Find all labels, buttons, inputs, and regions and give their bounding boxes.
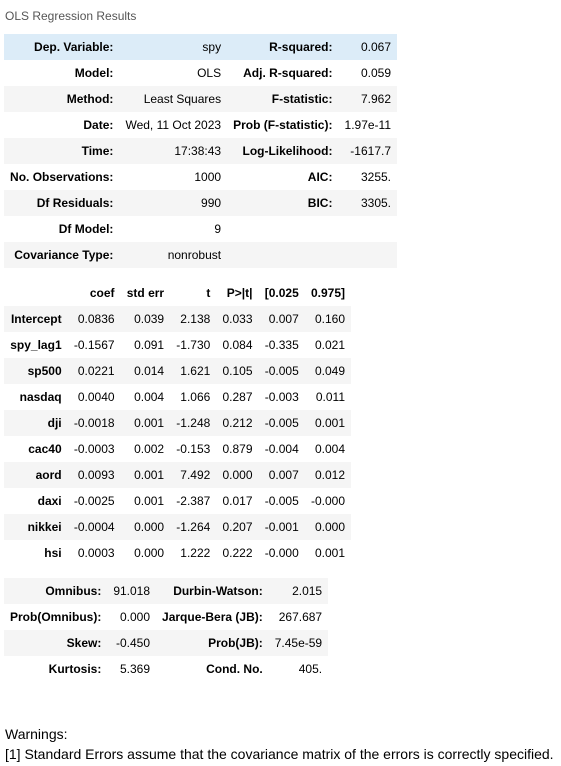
table-cell: -1.730 bbox=[176, 338, 211, 352]
variable-name: nikkei bbox=[4, 514, 68, 540]
table-cell: 0.001 bbox=[314, 546, 345, 560]
diagnostic-label: Jarque-Bera (JB): bbox=[162, 610, 263, 624]
table-row bbox=[4, 190, 397, 216]
table-row bbox=[4, 514, 351, 540]
table-cell: 2.138 bbox=[170, 306, 216, 332]
table-cell: 0.0040 bbox=[77, 390, 115, 404]
table-cell: -1.248 bbox=[170, 410, 216, 436]
summary-value: 3255. bbox=[360, 170, 391, 184]
table-row bbox=[4, 306, 351, 332]
table-cell: 0.105 bbox=[216, 358, 258, 384]
table-cell: -0.000 bbox=[310, 494, 345, 508]
table-row bbox=[4, 112, 397, 138]
summary-value: 0.059 bbox=[360, 66, 391, 80]
diagnostic-label: Prob(JB): bbox=[156, 630, 269, 656]
summary-value: Wed, 11 Oct 2023 bbox=[125, 118, 222, 132]
diagnostic-label: Cond. No. bbox=[206, 662, 263, 676]
table-cell: 0.207 bbox=[216, 514, 258, 540]
variable-name: aord bbox=[4, 462, 68, 488]
table-row bbox=[4, 436, 351, 462]
summary-label: Method: bbox=[4, 86, 119, 112]
summary-label: Time: bbox=[4, 138, 119, 164]
table-cell: 0.222 bbox=[222, 546, 253, 560]
table-cell: 1.066 bbox=[180, 390, 211, 404]
coefficients-table bbox=[4, 280, 351, 566]
summary-value bbox=[338, 242, 397, 268]
table-cell: 0.004 bbox=[314, 442, 345, 456]
warnings-section bbox=[5, 724, 554, 764]
diagnostic-value: 5.369 bbox=[120, 662, 151, 676]
table-cell: 0.084 bbox=[222, 338, 253, 352]
summary-label: R-squared: bbox=[227, 34, 338, 60]
diagnostic-label: Prob(Omnibus): bbox=[10, 610, 102, 624]
table-cell: 0.160 bbox=[305, 306, 351, 332]
warnings-title: Warnings: bbox=[5, 726, 68, 742]
table-cell: -0.004 bbox=[264, 442, 299, 456]
table-cell: -1.264 bbox=[170, 514, 216, 540]
table-cell: -0.0025 bbox=[73, 494, 115, 508]
variable-name: hsi bbox=[44, 546, 62, 560]
table-cell: 0.001 bbox=[121, 462, 171, 488]
summary-label: Adj. R-squared: bbox=[243, 66, 333, 80]
table-cell: 0.0003 bbox=[77, 546, 115, 560]
table-caption: OLS Regression Results bbox=[5, 9, 137, 23]
diagnostic-value: 91.018 bbox=[107, 578, 156, 604]
variable-name: dji bbox=[4, 410, 68, 436]
warning-item: [1] Standard Errors assume that the covariance matrix of the errors is correctly specified. bbox=[5, 746, 554, 762]
table-cell: -0.005 bbox=[259, 358, 305, 384]
table-cell: 0.879 bbox=[222, 442, 253, 456]
summary-label: F-statistic: bbox=[227, 86, 338, 112]
summary-value: 0.067 bbox=[338, 34, 397, 60]
table-cell: 0.004 bbox=[134, 390, 165, 404]
variable-name: daxi bbox=[37, 494, 62, 508]
table-row bbox=[4, 578, 328, 604]
diagnostic-label: Kurtosis: bbox=[48, 662, 102, 676]
table-row bbox=[4, 384, 351, 410]
table-cell: 0.033 bbox=[216, 306, 258, 332]
table-row bbox=[4, 164, 397, 190]
table-cell: 0.011 bbox=[315, 390, 345, 404]
variable-name: spy_lag1 bbox=[10, 338, 62, 352]
summary-value: -1617.7 bbox=[338, 138, 397, 164]
summary-value: 7.962 bbox=[338, 86, 397, 112]
summary-label: Model: bbox=[74, 66, 114, 80]
summary-label: Df Residuals: bbox=[4, 190, 119, 216]
table-cell: 0.0093 bbox=[68, 462, 121, 488]
table-cell: 1.621 bbox=[170, 358, 216, 384]
variable-name: cac40 bbox=[28, 442, 62, 456]
table-cell: 0.007 bbox=[259, 306, 305, 332]
summary-label: Dep. Variable: bbox=[4, 34, 119, 60]
summary-label: AIC: bbox=[307, 170, 333, 184]
table-row[interactable] bbox=[4, 34, 397, 60]
table-cell: 0.007 bbox=[259, 462, 305, 488]
table-cell: 0.001 bbox=[134, 494, 165, 508]
diagnostic-value: 267.687 bbox=[278, 610, 323, 624]
variable-name: nasdaq bbox=[19, 390, 62, 404]
column-header: P>|t| bbox=[226, 286, 253, 300]
table-cell: -0.0004 bbox=[68, 514, 121, 540]
summary-value: 1.97e-11 bbox=[344, 118, 391, 132]
column-header: [0.025 bbox=[264, 286, 299, 300]
table-cell: 0.039 bbox=[121, 306, 171, 332]
summary-value: 1000 bbox=[194, 170, 222, 184]
table-cell: 0.001 bbox=[305, 410, 351, 436]
table-row bbox=[4, 488, 351, 514]
table-cell: 0.091 bbox=[134, 338, 165, 352]
summary-label: No. Observations: bbox=[10, 170, 114, 184]
table-cell: -0.003 bbox=[264, 390, 299, 404]
table-cell: -2.387 bbox=[176, 494, 211, 508]
table-cell: 0.000 bbox=[134, 546, 165, 560]
table-cell: 0.212 bbox=[216, 410, 258, 436]
summary-value: OLS bbox=[197, 66, 222, 80]
table-cell: 0.000 bbox=[121, 514, 171, 540]
table-cell: -0.005 bbox=[264, 494, 299, 508]
diagnostics-table bbox=[4, 578, 328, 682]
diagnostic-label: Durbin-Watson: bbox=[156, 578, 269, 604]
table-cell: -0.001 bbox=[259, 514, 305, 540]
diagnostic-value: -0.450 bbox=[107, 630, 156, 656]
table-cell: 0.002 bbox=[134, 442, 165, 456]
table-row bbox=[4, 604, 328, 630]
table-row bbox=[4, 656, 328, 682]
table-row bbox=[4, 540, 351, 566]
column-header: coef bbox=[89, 286, 115, 300]
table-row bbox=[4, 86, 397, 112]
diagnostic-value: 7.45e-59 bbox=[269, 630, 328, 656]
table-row bbox=[4, 410, 351, 436]
diagnostic-value: 2.015 bbox=[269, 578, 328, 604]
summary-label: BIC: bbox=[227, 190, 338, 216]
table-cell: 0.0836 bbox=[68, 306, 121, 332]
table-cell: 0.012 bbox=[305, 462, 351, 488]
summary-label: Log-Likelihood: bbox=[227, 138, 338, 164]
summary-label: Date: bbox=[83, 118, 114, 132]
diagnostic-value: 0.000 bbox=[120, 610, 151, 624]
table-cell: -0.000 bbox=[264, 546, 299, 560]
column-header bbox=[4, 280, 68, 306]
summary-label bbox=[227, 216, 338, 242]
summary-value: 3305. bbox=[338, 190, 397, 216]
diagnostic-label: Skew: bbox=[4, 630, 107, 656]
variable-name: sp500 bbox=[4, 358, 68, 384]
table-cell: -0.0018 bbox=[68, 410, 121, 436]
summary-value bbox=[338, 216, 397, 242]
table-cell: 7.492 bbox=[170, 462, 216, 488]
table-cell: 0.021 bbox=[314, 338, 345, 352]
table-cell: 0.000 bbox=[305, 514, 351, 540]
diagnostic-value: 405. bbox=[298, 662, 323, 676]
summary-label: Prob (F-statistic): bbox=[233, 118, 333, 132]
diagnostic-label: Omnibus: bbox=[4, 578, 107, 604]
summary-table bbox=[4, 34, 397, 268]
table-row bbox=[4, 242, 397, 268]
table-cell: 0.014 bbox=[121, 358, 171, 384]
table-row bbox=[4, 358, 351, 384]
summary-value: 9 bbox=[214, 222, 222, 236]
table-row bbox=[4, 462, 351, 488]
variable-name: Intercept bbox=[4, 306, 68, 332]
table-cell: -0.1567 bbox=[73, 338, 115, 352]
table-row bbox=[4, 216, 397, 242]
table-row bbox=[4, 332, 351, 358]
summary-value: nonrobust bbox=[119, 242, 227, 268]
summary-label bbox=[227, 242, 338, 268]
column-header: 0.975] bbox=[310, 286, 345, 300]
table-row bbox=[4, 138, 397, 164]
table-row bbox=[4, 60, 397, 86]
summary-label: Df Model: bbox=[58, 222, 114, 236]
table-cell: 0.017 bbox=[222, 494, 253, 508]
table-cell: 1.222 bbox=[180, 546, 211, 560]
table-row bbox=[4, 630, 328, 656]
table-cell: 0.000 bbox=[216, 462, 258, 488]
summary-value: spy bbox=[119, 34, 227, 60]
table-cell: -0.153 bbox=[176, 442, 211, 456]
table-cell: -0.005 bbox=[259, 410, 305, 436]
summary-label: Covariance Type: bbox=[4, 242, 119, 268]
table-cell: 0.287 bbox=[222, 390, 253, 404]
table-cell: -0.335 bbox=[264, 338, 299, 352]
summary-value: Least Squares bbox=[119, 86, 227, 112]
column-header: t bbox=[206, 286, 211, 300]
table-header-row bbox=[4, 280, 351, 306]
table-cell: 0.0221 bbox=[68, 358, 121, 384]
table-cell: -0.0003 bbox=[73, 442, 115, 456]
summary-value: 17:38:43 bbox=[119, 138, 227, 164]
summary-value: 990 bbox=[119, 190, 227, 216]
table-cell: 0.001 bbox=[121, 410, 171, 436]
table-cell: 0.049 bbox=[305, 358, 351, 384]
column-header: std err bbox=[126, 286, 165, 300]
